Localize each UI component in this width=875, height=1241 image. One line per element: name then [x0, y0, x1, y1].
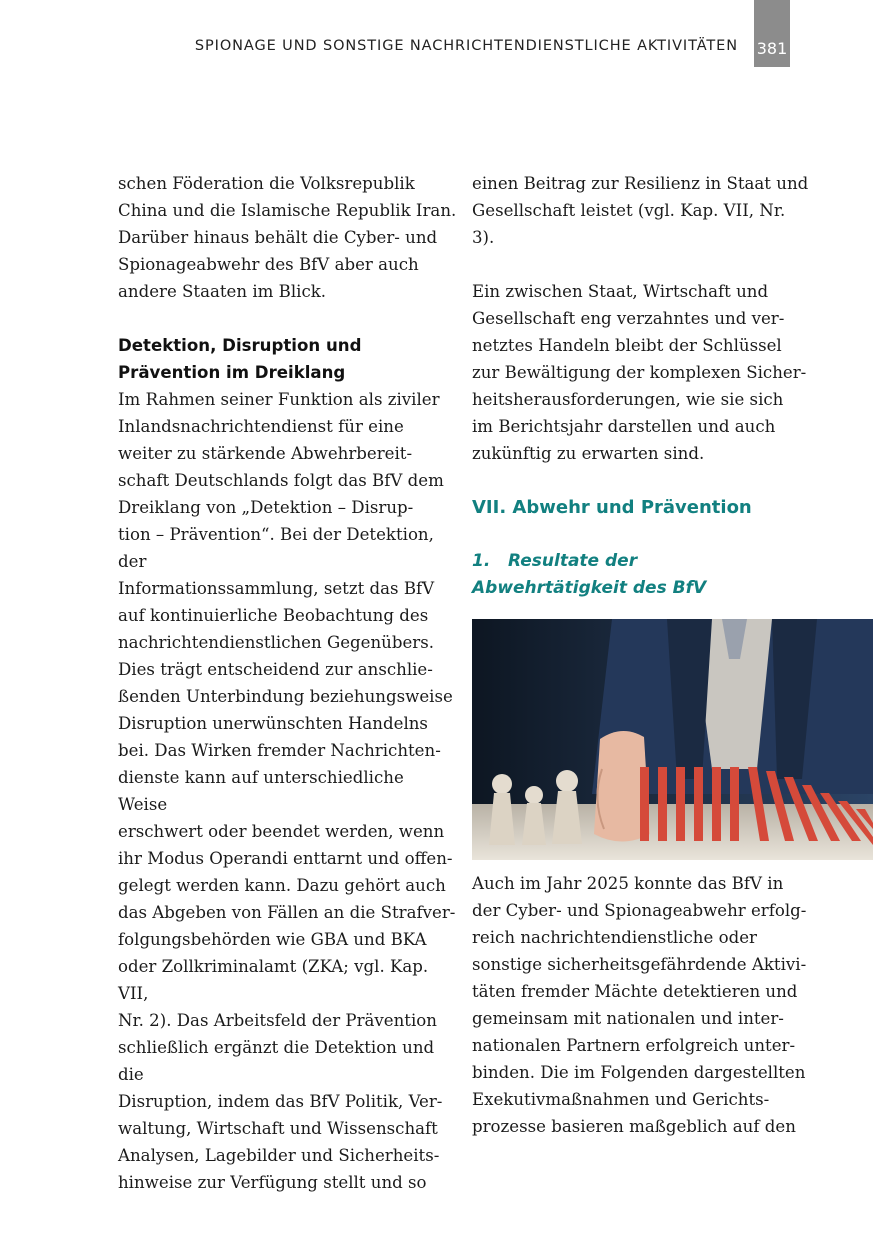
subsection-title-line-1: Resultate der: [508, 551, 638, 571]
left-paragraph-1: schen Föderation die Volksrepublik China und die Islamische Republik Iran. Darüber hinaus behält die Cyber- und Spionageabwehr des BfV aber auch andere Staaten im Blick.: [118, 174, 457, 301]
subsection-heading: [472, 548, 812, 602]
left-paragraph-2: Im Rahmen seiner Funktion als ziviler Inlandsnachrichtendienst für eine weiter zu stärkende Abwehrbereit- schaft Deutschlands folgt das BfV dem Dreiklang von „Detektion – Disrup- tion – Prävention“. Bei der Detektion, der Informationssammlung, setzt das BfV auf kontinuierliche Beobachtung des nachrichtendienstlichen Gegenübers. Dies trägt entscheidend zur anschlie- ßenden Unterbindung beziehungsweise Disruption unerwünschten Handelns bei. Das Wirken fremder Nachrichten- dienste kann auf unterschiedliche Weise erschwert oder beendet werden, wenn ihr Modus Operandi enttarnt und offen- gelegt werden kann. Dazu gehört auch das Abgeben von Fällen an die Strafver- folgungsbehörden wie GBA und BKA oder Zollkriminalamt (ZKA; vgl. Kap. VII, Nr. 2). Das Arbeitsfeld der Prävention schließlich ergänzt die Detektion und die Disruption, indem das BfV Politik, Ver- waltung, Wirtschaft und Wissenschaft Analysen, Lagebilder und Sicherheits- hinweise zur Verfügung stellt und so: [118, 390, 456, 1192]
left-column: [118, 170, 458, 1196]
right-column: [472, 170, 812, 1140]
pawn-figure-medium: [522, 786, 546, 845]
section-heading: VII. Abwehr und Prävention: [472, 497, 752, 518]
right-paragraph-1: einen Beitrag zur Resilienz in Staat und Gesellschaft leistet (vgl. Kap. VII, Nr. 3).: [472, 174, 809, 247]
page-number: 381: [756, 39, 788, 58]
domino-photo: [472, 619, 873, 860]
subsection-title-line-2: Abwehrtätigkeit des BfV: [472, 578, 707, 598]
right-paragraph-3: Auch im Jahr 2025 konnte das BfV in der Cyber- und Spionageabwehr erfolg- reich nachrichtendienstliche oder sonstige sicherheitsgefährdende Aktivi- täten fremder Mächte detektieren und gemeinsam mit nationalen und inter- nationalen Partnern erfolgreich unter- binden. Die im Folgenden dargestellten Exekutivmaßnahmen und Gerichts- prozesse basieren maßgeblich auf den: [472, 874, 807, 1136]
subheading-dreiklang: Detektion, Disruption und Prävention im Dreiklang: [118, 336, 362, 382]
running-header-title: SPIONAGE UND SONSTIGE NACHRICHTENDIENSTLICHE AKTIVITÄTEN: [194, 38, 738, 54]
pawn-figure-small: [489, 774, 515, 845]
pawn-figure-large: [552, 770, 582, 844]
subsection-number: 1.: [472, 551, 491, 571]
right-paragraph-2: Ein zwischen Staat, Wirtschaft und Gesellschaft eng verzahntes und ver- netztes Handeln bleibt der Schlüssel zur Bewältigung der komplexen Sicher- heitsherausforderungen, wie sie sich im Berichtsjahr darstellen und auch zukünftig zu erwarten sind.: [472, 282, 807, 463]
page-number-tab: [754, 0, 790, 67]
